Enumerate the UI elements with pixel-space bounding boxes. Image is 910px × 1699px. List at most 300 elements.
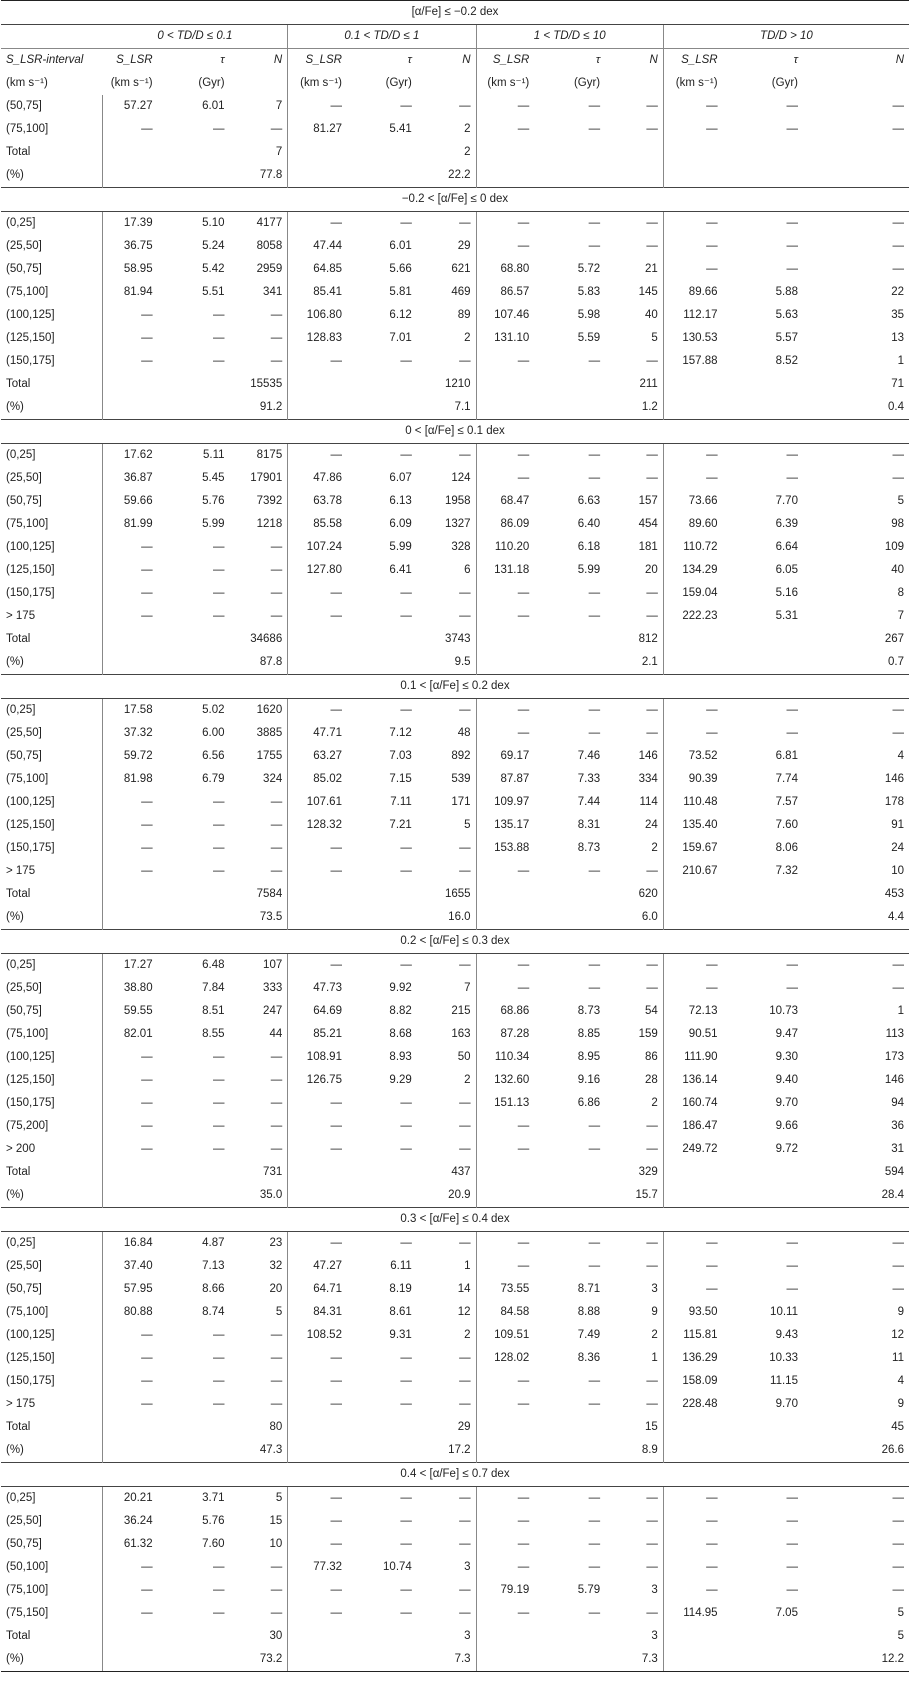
cell-n: 7.3	[417, 1648, 476, 1672]
cell-n: —	[892, 449, 904, 461]
cell-s: 47.86	[288, 467, 347, 490]
col-header-n: N	[462, 54, 471, 66]
cell-n: —	[892, 959, 904, 971]
cell-s: —	[103, 1370, 158, 1393]
cell-tau: 8.36	[577, 1352, 601, 1364]
cell-tau: 11.15	[770, 1375, 798, 1387]
cell-s	[103, 164, 158, 188]
interval-cell: (75,100]	[6, 773, 49, 785]
cell-n: 21	[645, 263, 658, 275]
interval-cell: (50,75]	[6, 750, 42, 762]
cell-s: —	[476, 1370, 534, 1393]
interval-cell: (25,50]	[6, 982, 42, 994]
cell-tau	[723, 1648, 803, 1672]
cell-tau	[347, 883, 417, 906]
cell-tau: 6.01	[202, 100, 225, 112]
table-row	[1, 1487, 909, 1511]
cell-s: 110.34	[476, 1046, 534, 1069]
cell-tau: 5.31	[775, 610, 798, 622]
cell-tau: 5.11	[203, 449, 225, 461]
cell-tau: —	[400, 449, 412, 461]
cell-tau: —	[588, 123, 601, 135]
cell-tau: 8.52	[775, 355, 798, 367]
cell-n: 29	[457, 1421, 471, 1433]
cell-n	[605, 141, 663, 164]
cell-n: 17901	[250, 472, 283, 484]
cell-tau: —	[400, 610, 412, 622]
cell-n: —	[270, 1329, 283, 1341]
section-title: [α/Fe] ≤ −0.2 dex	[1, 1, 909, 25]
cell-tau: 7.74	[775, 773, 798, 785]
results-table	[1, 0, 909, 1672]
cell-tau: —	[786, 704, 798, 716]
cell-n: —	[459, 449, 471, 461]
cell-tau: 9.70	[775, 1398, 798, 1410]
cell-n: —	[459, 1538, 471, 1550]
cell-s: —	[288, 837, 347, 860]
cell-s: —	[476, 235, 534, 258]
cell-s: —	[103, 118, 158, 141]
cell-s: 110.48	[663, 791, 722, 814]
cell-tau	[534, 1184, 605, 1208]
cell-s: 111.90	[663, 1046, 722, 1069]
cell-tau: —	[400, 1398, 412, 1410]
cell-s	[103, 1439, 158, 1463]
cell-s: —	[103, 304, 158, 327]
cell-s: 112.17	[663, 304, 722, 327]
cell-tau: 7.21	[389, 819, 412, 831]
cell-s: —	[663, 1278, 722, 1301]
cell-tau: 5.99	[202, 518, 225, 530]
cell-n: 5	[897, 1607, 904, 1619]
cell-s: —	[663, 1579, 722, 1602]
cell-n: 3	[651, 1584, 658, 1596]
col-header-s: S_LSR	[476, 49, 534, 73]
cell-n: —	[270, 564, 283, 576]
cell-n: —	[892, 263, 904, 275]
cell-tau: 7.11	[390, 796, 412, 808]
cell-n: 7	[275, 146, 283, 158]
cell-n: 2	[464, 1329, 471, 1341]
cell-s: 47.73	[288, 977, 347, 1000]
cell-n: —	[892, 1492, 904, 1504]
cell-tau: —	[588, 1607, 601, 1619]
cell-n: 24	[891, 842, 904, 854]
section-title: 0 < [α/Fe] ≤ 0.1 dex	[1, 420, 909, 444]
cell-s: 131.18	[476, 559, 534, 582]
cell-tau: —	[786, 1538, 798, 1550]
cell-s: —	[103, 814, 158, 837]
cell-n: 1755	[256, 750, 283, 762]
cell-s	[103, 883, 158, 906]
cell-s: 47.44	[288, 235, 347, 258]
cell-tau	[534, 906, 605, 930]
cell-tau: 5.66	[389, 263, 412, 275]
table-row	[1, 1184, 909, 1208]
table-row	[1, 396, 909, 420]
cell-n: —	[270, 819, 283, 831]
cell-n: —	[459, 1143, 471, 1155]
cell-s	[288, 1416, 347, 1439]
cell-tau: —	[786, 263, 798, 275]
cell-tau: —	[786, 240, 798, 252]
table-row	[1, 605, 909, 628]
cell-s: —	[663, 258, 722, 281]
cell-n: 11	[892, 1352, 904, 1364]
cell-n: 50	[457, 1051, 471, 1063]
cell-s: —	[103, 1579, 158, 1602]
cell-s: —	[103, 350, 158, 373]
cell-n: 211	[639, 378, 658, 390]
cell-s: 59.55	[103, 1000, 158, 1023]
cell-s: —	[103, 1092, 158, 1115]
table-row	[1, 1161, 909, 1184]
cell-s: 134.29	[663, 559, 722, 582]
cell-n: 5	[897, 1630, 904, 1642]
cell-tau: 7.70	[775, 495, 798, 507]
cell-s	[663, 1439, 722, 1463]
cell-tau: 7.49	[577, 1329, 601, 1341]
cell-n: —	[459, 217, 471, 229]
unit-s: (km s⁻¹)	[663, 72, 722, 95]
interval-cell: (75,150]	[6, 1607, 49, 1619]
cell-n: 10	[269, 1538, 283, 1550]
cell-s	[476, 1648, 534, 1672]
cell-tau: —	[786, 1561, 798, 1573]
cell-tau	[347, 1184, 417, 1208]
cell-s: —	[288, 1487, 347, 1511]
cell-n: 7	[275, 100, 283, 112]
interval-cell: Total	[6, 1421, 31, 1433]
cell-s: 84.31	[288, 1301, 347, 1324]
unit-s: (km s⁻¹)	[288, 72, 347, 95]
cell-n: —	[892, 217, 904, 229]
interval-cell: (75,100]	[6, 1028, 49, 1040]
cell-s	[663, 628, 722, 651]
cell-tau: —	[786, 449, 798, 461]
cell-n: 7392	[256, 495, 283, 507]
cell-s: —	[476, 1602, 534, 1625]
cell-n: —	[459, 1515, 471, 1527]
cell-tau: —	[588, 217, 601, 229]
cell-s	[103, 906, 158, 930]
cell-tau	[723, 141, 803, 164]
cell-s	[476, 651, 534, 675]
cell-n: 28.4	[881, 1189, 904, 1201]
cell-n: 6.0	[641, 911, 658, 923]
table-row	[1, 559, 909, 582]
cell-s: —	[288, 1092, 347, 1115]
cell-tau: —	[588, 1375, 601, 1387]
cell-tau	[534, 883, 605, 906]
cell-tau	[158, 1648, 230, 1672]
section-title: 0.1 < [α/Fe] ≤ 0.2 dex	[1, 675, 909, 699]
cell-tau: —	[213, 1584, 225, 1596]
table-row	[1, 1579, 909, 1602]
cell-s	[476, 883, 534, 906]
section-header	[1, 1208, 909, 1232]
cell-tau: —	[400, 1097, 412, 1109]
cell-s	[663, 651, 722, 675]
cell-tau: 9.29	[389, 1074, 412, 1086]
cell-tau	[723, 1184, 803, 1208]
cell-tau	[158, 906, 230, 930]
cell-n: —	[270, 842, 283, 854]
section-header	[1, 675, 909, 699]
table-row	[1, 1602, 909, 1625]
cell-n: —	[270, 123, 283, 135]
cell-tau: 5.57	[775, 332, 798, 344]
cell-tau: —	[400, 100, 412, 112]
cell-tau: —	[588, 449, 601, 461]
cell-n: 146	[884, 1074, 904, 1086]
cell-s: 153.88	[476, 837, 534, 860]
interval-cell: > 175	[6, 865, 36, 877]
cell-n: 267	[884, 633, 904, 645]
cell-s	[103, 1416, 158, 1439]
cell-s: 64.85	[288, 258, 347, 281]
interval-cell: (125,150]	[6, 1074, 55, 1086]
cell-n: —	[646, 1492, 658, 1504]
cell-s: 81.98	[103, 768, 158, 791]
cell-n: 1327	[444, 518, 471, 530]
cell-n: —	[892, 1584, 904, 1596]
cell-tau: 5.42	[202, 263, 225, 275]
cell-n: 91	[891, 819, 904, 831]
cell-s: —	[288, 1579, 347, 1602]
cell-n: 36	[891, 1120, 904, 1132]
cell-tau: —	[400, 1538, 412, 1550]
cell-tau	[158, 628, 230, 651]
cell-tau: 5.81	[389, 286, 412, 298]
cell-s: —	[476, 1138, 534, 1161]
cell-n: —	[892, 1237, 904, 1249]
cell-s: 130.53	[663, 327, 722, 350]
cell-tau: —	[213, 842, 225, 854]
unit-s: (km s⁻¹)	[476, 72, 534, 95]
col-header-tau: τ	[595, 54, 601, 66]
interval-cell: (75,100]	[6, 1306, 49, 1318]
cell-n: 22.2	[448, 169, 471, 181]
cell-s	[288, 164, 347, 188]
cell-tau: 5.99	[389, 541, 412, 553]
cell-s: 157.88	[663, 350, 722, 373]
cell-s: 16.84	[103, 1232, 158, 1256]
cell-n: 8	[897, 587, 904, 599]
cell-tau: —	[588, 240, 601, 252]
cell-n: —	[646, 727, 658, 739]
cell-n: —	[646, 217, 658, 229]
cell-n: 71	[891, 378, 904, 390]
cell-s: —	[663, 699, 722, 723]
col-header-tau: τ	[793, 54, 798, 66]
cell-tau: 6.00	[202, 727, 225, 739]
cell-n: —	[892, 100, 904, 112]
cell-n: 107	[263, 959, 283, 971]
cell-n: —	[459, 1398, 471, 1410]
cell-tau	[158, 1439, 230, 1463]
cell-n: 469	[451, 286, 471, 298]
cell-n: —	[459, 1237, 471, 1249]
cell-n	[803, 141, 909, 164]
interval-cell: (%)	[6, 911, 24, 923]
cell-tau: 8.88	[577, 1306, 601, 1318]
group-label: 0 < TD/D ≤ 0.1	[103, 25, 288, 49]
cell-tau	[534, 1416, 605, 1439]
cell-s: 85.58	[288, 513, 347, 536]
cell-n: 20	[269, 1283, 283, 1295]
cell-tau	[347, 1161, 417, 1184]
cell-tau: —	[786, 959, 798, 971]
cell-s: 36.87	[103, 467, 158, 490]
cell-s: 89.60	[663, 513, 722, 536]
table-row	[1, 1370, 909, 1393]
interval-cell: (50,75]	[6, 100, 42, 112]
cell-n: 7	[897, 610, 904, 622]
table-row	[1, 1416, 909, 1439]
table-row	[1, 350, 909, 373]
cell-s	[288, 373, 347, 396]
table-row	[1, 373, 909, 396]
cell-tau: 8.68	[389, 1028, 412, 1040]
cell-tau: 7.12	[389, 727, 412, 739]
cell-tau: —	[400, 842, 412, 854]
cell-tau: —	[213, 123, 225, 135]
cell-s: —	[663, 444, 722, 468]
cell-tau: 6.07	[389, 472, 412, 484]
section-header	[1, 1, 909, 25]
cell-n: 32	[269, 1260, 283, 1272]
cell-s	[288, 1439, 347, 1463]
cell-tau: —	[213, 541, 225, 553]
cell-s	[476, 906, 534, 930]
interval-cell: (0,25]	[6, 1237, 36, 1249]
cell-tau: —	[213, 309, 225, 321]
section-header	[1, 930, 909, 954]
cell-n: 20	[645, 564, 658, 576]
cell-n: 8175	[256, 449, 283, 461]
interval-cell: (75,100]	[6, 1584, 49, 1596]
group-header-row	[1, 25, 909, 49]
cell-tau: —	[786, 1492, 798, 1504]
cell-n: —	[459, 1097, 471, 1109]
cell-s: 132.60	[476, 1069, 534, 1092]
cell-n	[803, 164, 909, 188]
cell-n: —	[646, 1375, 658, 1387]
table-row	[1, 1439, 909, 1463]
table-row	[1, 444, 909, 468]
cell-s: —	[288, 1370, 347, 1393]
cell-s	[103, 396, 158, 420]
cell-tau: —	[786, 100, 798, 112]
cell-tau	[534, 373, 605, 396]
cell-tau: 9.92	[389, 982, 412, 994]
cell-n: 30	[269, 1630, 283, 1642]
cell-s: —	[103, 791, 158, 814]
cell-n: 14	[457, 1283, 471, 1295]
cell-s: 90.39	[663, 768, 722, 791]
cell-n: 9	[897, 1306, 904, 1318]
cell-n: —	[892, 1260, 904, 1272]
cell-n: —	[646, 1120, 658, 1132]
unit-n	[605, 72, 663, 95]
cell-s: 47.27	[288, 1255, 347, 1278]
cell-n: 146	[884, 773, 904, 785]
cell-n: —	[646, 123, 658, 135]
cell-s: —	[288, 1533, 347, 1556]
cell-tau: 9.30	[775, 1051, 798, 1063]
cell-n: —	[270, 1607, 283, 1619]
interval-cell: Total	[6, 1166, 31, 1178]
cell-n: 98	[891, 518, 904, 530]
cell-n: —	[459, 1120, 471, 1132]
cell-tau: 5.76	[202, 495, 225, 507]
cell-n: 5	[275, 1492, 283, 1504]
interval-cell: (%)	[6, 1444, 24, 1456]
cell-s: 86.57	[476, 281, 534, 304]
cell-s	[288, 883, 347, 906]
interval-cell: (150,175]	[6, 1097, 55, 1109]
cell-tau	[723, 1439, 803, 1463]
cell-n: 2	[464, 123, 471, 135]
cell-n: 1620	[256, 704, 283, 716]
cell-n: —	[646, 610, 658, 622]
cell-s: —	[663, 467, 722, 490]
cell-tau: 6.63	[577, 495, 601, 507]
cell-tau: 7.46	[577, 750, 601, 762]
cell-tau: 8.95	[577, 1051, 601, 1063]
interval-cell: (75,200]	[6, 1120, 49, 1132]
interval-cell: (%)	[6, 169, 24, 181]
cell-s	[103, 651, 158, 675]
cell-n: —	[459, 1584, 471, 1596]
cell-tau: —	[400, 1492, 412, 1504]
cell-n: 77.8	[259, 169, 283, 181]
interval-cell: Total	[6, 1630, 31, 1642]
cell-tau: —	[400, 587, 412, 599]
cell-s	[103, 1625, 158, 1648]
col-header-s: S_LSR	[116, 54, 153, 66]
group-label: 1 < TD/D ≤ 10	[476, 25, 663, 49]
interval-cell: (%)	[1, 1648, 103, 1672]
table-row	[1, 651, 909, 675]
cell-s: 106.80	[288, 304, 347, 327]
cell-n: 454	[638, 518, 658, 530]
section-header	[1, 1463, 909, 1487]
cell-s: 110.72	[663, 536, 722, 559]
cell-n: 124	[451, 472, 471, 484]
cell-n: 171	[451, 796, 471, 808]
cell-n: 1655	[444, 888, 471, 900]
cell-tau: 8.82	[389, 1005, 412, 1017]
cell-n: —	[270, 1143, 283, 1155]
cell-s: 47.71	[288, 722, 347, 745]
cell-tau: —	[400, 1607, 412, 1619]
cell-s	[103, 141, 158, 164]
cell-n: 7584	[256, 888, 283, 900]
cell-tau: 5.63	[775, 309, 798, 321]
cell-n: —	[646, 982, 658, 994]
interval-cell: Total	[6, 888, 31, 900]
cell-n: 15	[645, 1421, 658, 1433]
cell-n: 48	[457, 727, 471, 739]
cell-tau: 5.76	[202, 1515, 225, 1527]
cell-tau: —	[786, 1260, 798, 1272]
cell-tau: 6.56	[202, 750, 225, 762]
cell-s: 59.66	[103, 490, 158, 513]
cell-tau: 10.74	[383, 1561, 412, 1573]
cell-s: —	[663, 954, 722, 978]
